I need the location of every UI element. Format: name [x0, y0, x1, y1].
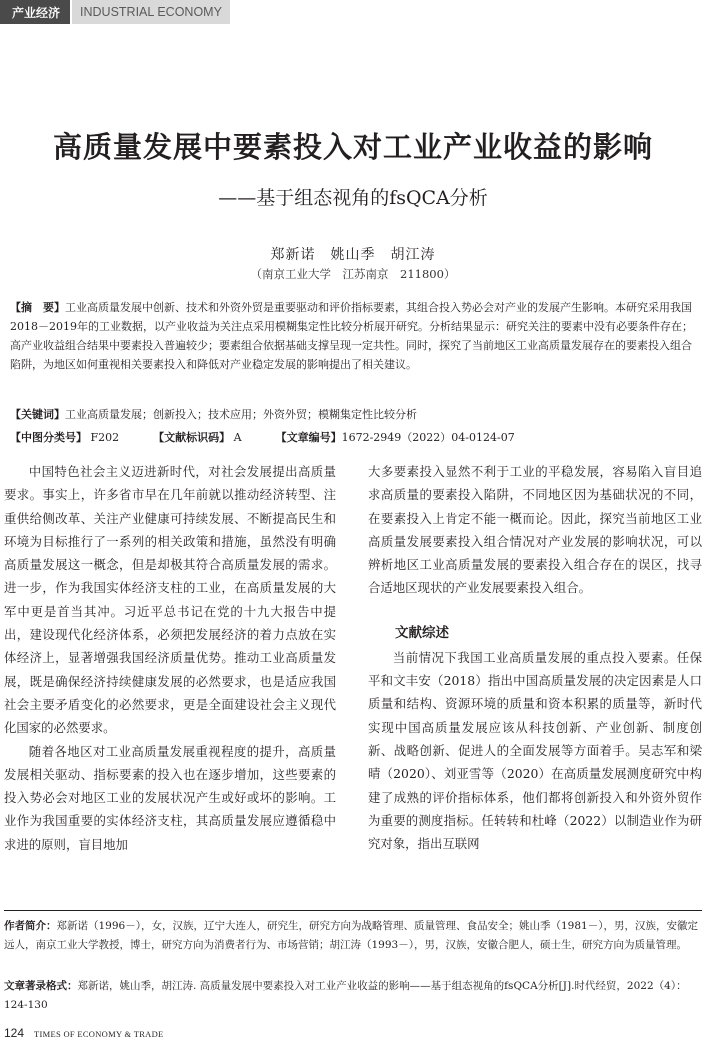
running-header	[0, 0, 230, 24]
author-bio-footnote	[4, 917, 702, 955]
body-paragraph: 大多要素投入显然不利于工业的平稳发展，容易陷入盲目追求高质量的要素投入陷阱，不同地区因为基础状况的不同，在要素投入上肯定不能一概而论。因此，探究当前地区工业高质量发展要素投入组合情况对产业发展的影响状况，可以辨析地区工业高质量发展的要素投入组合存在的误区，找寻合适地区现状的产业发展要素投入组合。	[368, 464, 702, 596]
citation-footnote	[4, 977, 702, 1015]
body-column-left	[4, 460, 336, 856]
doc-code-label: 【文献标识码】	[153, 431, 231, 444]
clc-value: F202	[90, 431, 120, 444]
abstract-text: 工业高质量发展中创新、技术和外资外贸是重要驱动和评价指标要素，其组合投入势必会对产业的发展产生影响。本研究采用我国2018－2019年的工业数据，以产业收益为关注点采用模糊集定性比较分析展开研究。分析结果显示：研究关注的要素中没有必要条件存在；高产业收益组合结果中要素投入普遍较少；要素组合依据基础支撑呈现一定共性。同时，探究了当前地区工业高质量发展存在的要素投入组合陷阱，为地区如何重视相关要素投入和降低对产业稳定发展的影响提出了相关建议。	[10, 301, 693, 371]
keywords-text: 工业高质量发展；创新投入；技术应用；外资外贸；模糊集定性比较分析	[65, 408, 417, 421]
article-subtitle: ——基于组态视角的fsQCA分析	[218, 187, 488, 209]
page-number: 124	[4, 1026, 25, 1040]
abstract	[10, 298, 700, 374]
article-number-value: 1672-2949（2022）04-0124-07	[341, 431, 515, 444]
article-number-label: 【文章编号】	[275, 431, 342, 444]
section-heading: 文献综述	[395, 624, 449, 641]
footnote-divider	[4, 910, 702, 911]
journal-name: TIMES OF ECONOMY & TRADE	[34, 1029, 164, 1039]
classification-line	[10, 429, 700, 445]
body-paragraph: 随着各地区对工业高质量发展重视程度的提升，高质量发展相关驱动、指标要素的投入也在逐步增加，这些要素的投入势必会对地区工业的发展状况产生或好或坏的影响。工业作为我国重要的实体经济支柱，其高质量发展应遵循稳中求进的原则，盲目地加	[4, 743, 336, 852]
abstract-label: 【摘 要】	[10, 301, 65, 314]
body-column-right	[368, 460, 702, 855]
keywords	[10, 406, 700, 422]
section-label-cn: 产业经济	[0, 0, 70, 24]
doc-code-value: A	[233, 431, 242, 444]
body-paragraph: 当前情况下我国工业高质量发展的重点投入要素。任保平和文丰安（2018）指出中国高质量发展的决定因素是人口质量和结构、资源环境的质量和资本积累的质量等，新时代实现中国高质量发展应该从科技创新、产业创新、制度创新、战略创新、促进人的全面发展等方面着手。吴志军和梁晴（2020）、刘亚雪等（2020）在高质量发展测度研究中构建了成熟的评价指标体系，他们都将创新投入和外资外贸作为重要的测度指标。任转转和杜峰（2022）以制造业作为研究对象，指出互联网	[368, 649, 702, 852]
citation-text: 郑新诺，姚山季，胡江涛. 高质量发展中要素投入对工业产业收益的影响——基于组态视角的fsQCA分析[J].时代经贸，2022（4）：124-130	[4, 980, 687, 1011]
author-affiliation: （南京工业大学 江苏南京 211800）	[250, 267, 456, 281]
keywords-label: 【关键词】	[10, 408, 65, 421]
body-paragraph: 中国特色社会主义迈进新时代，对社会发展提出高质量要求。事实上，许多省市早在几年前就以推动经济转型、注重供给侧改革、关注产业健康可持续发展、不断提高民生和环境为目标推行了一系列的相关政策和措施，虽然没有明确高质量发展这一概念，但是却极其符合高质量发展的需求。进一步，作为我国实体经济支柱的工业，在高质量发展的大军中更是首当其冲。习近平总书记在党的十九大报告中提出，建设现代化经济体系，必须把发展经济的着力点放在实体经济上，显著增强我国经济质量优势。推动工业高质量发展，既是确保经济持续健康发展的必然要求，也是适应我国社会主要矛盾变化的必然要求，更是全面建设社会主义现代化国家的必然要求。	[4, 464, 336, 736]
clc-label: 【中图分类号】	[10, 431, 87, 444]
section-label-en: INDUSTRIAL ECONOMY	[72, 0, 230, 24]
author-bio-label: 作者简介：	[4, 920, 57, 932]
citation-label: 文章著录格式：	[4, 980, 78, 992]
article-title: 高质量发展中要素投入对工业产业收益的影响	[52, 130, 653, 164]
author-bio-text: 郑新诺（1996－），女，汉族，辽宁大连人，研究生，研究方向为战略管理、质量管理、食品安全；姚山季（1981－），男，汉族，安徽定远人，南京工业大学教授，博士，研究方向为消费者行为、市场营销；胡江涛（1993－），男，汉族，安徽合肥人，硕士生，研究方向为质量管理。	[4, 920, 698, 951]
article-authors: 郑新诺 姚山季 胡江涛	[270, 247, 436, 263]
page-footer	[4, 1026, 164, 1040]
